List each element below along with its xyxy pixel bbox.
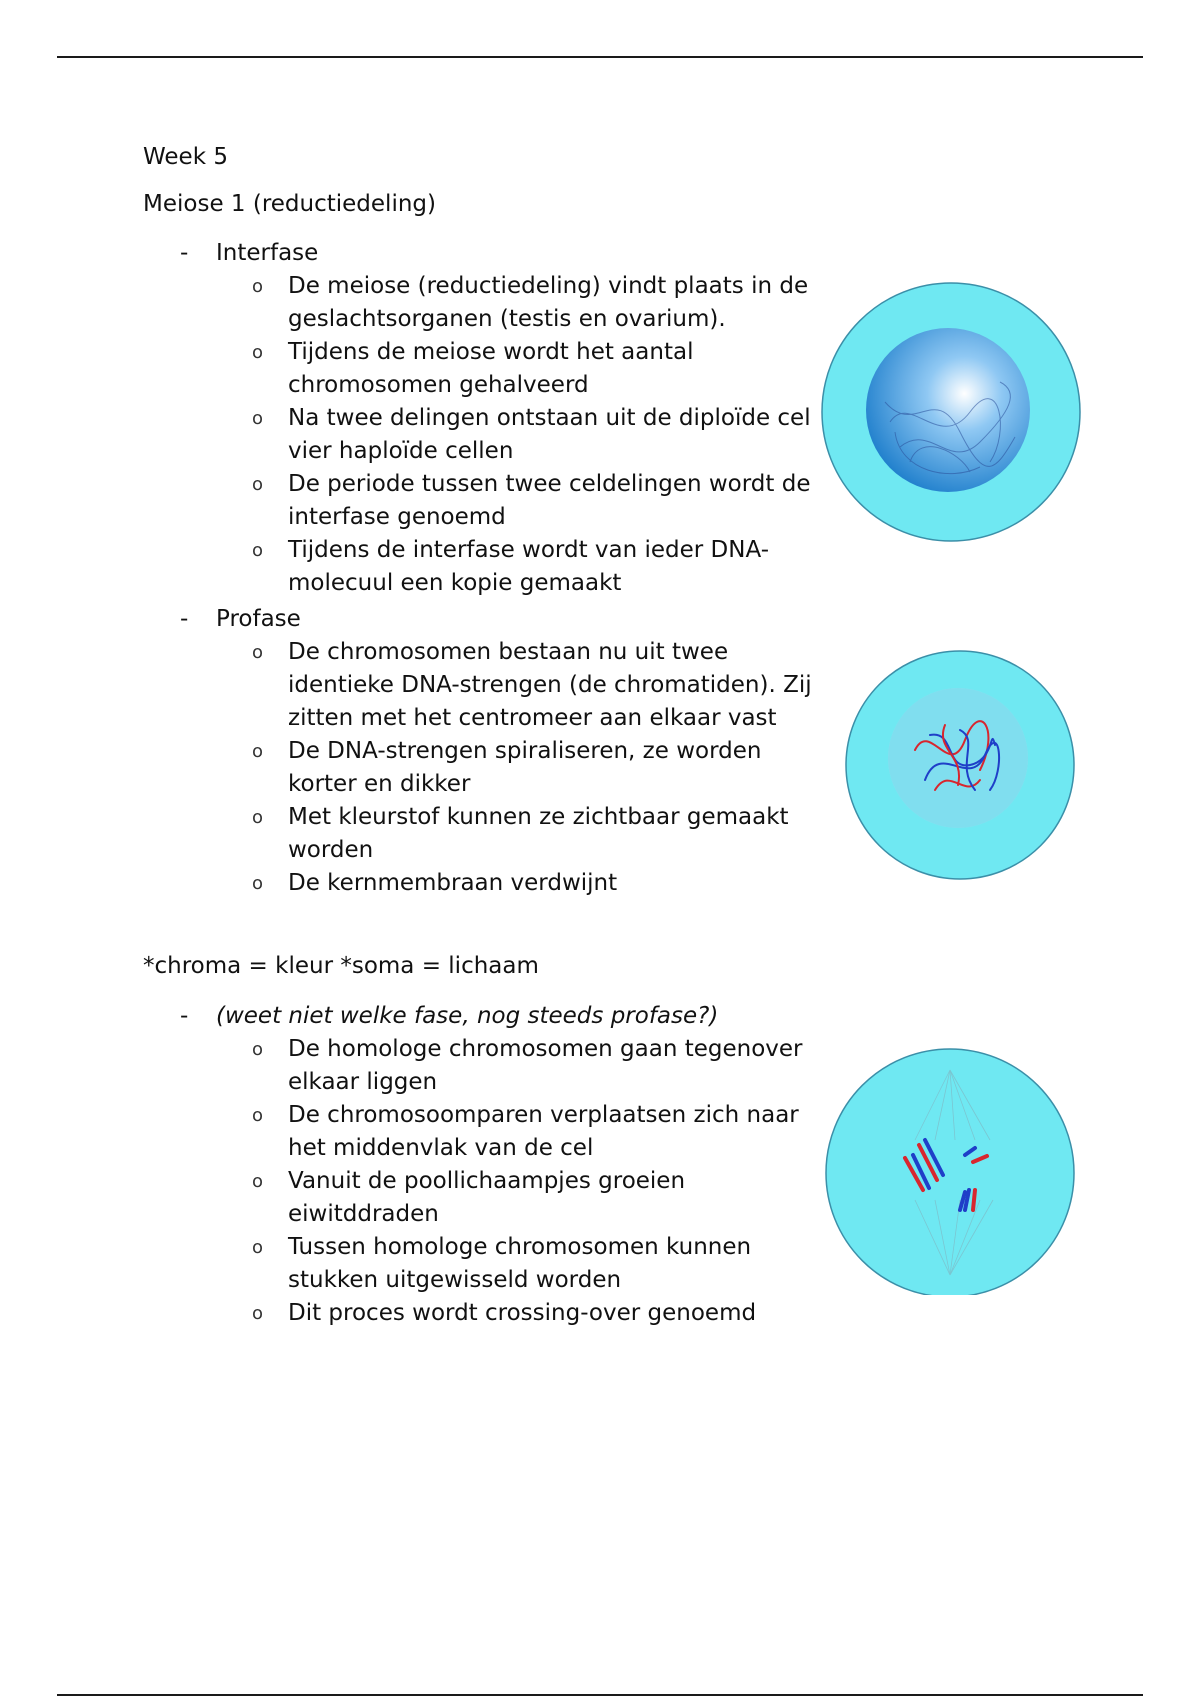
list-item: o De chromosoomparen verplaatsen zich naar het middenvlak van de cel (0, 1099, 818, 1165)
list-item: o De kernmembraan verdwijnt (0, 867, 818, 900)
list-item: o De periode tussen twee celdelingen wordt de interfase genoemd (0, 468, 818, 534)
circle-bullet: o (252, 873, 264, 894)
list-item: o Met kleurstof kunnen ze zichtbaar gemaakt worden (0, 801, 818, 867)
list-item: o Tussen homologe chromosomen kunnen stukken uitgewisseld worden (0, 1231, 818, 1297)
section-label: - (weet niet welke fase, nog steeds profase?) (0, 1000, 1200, 1033)
circle-bullet: o (252, 342, 264, 363)
list-item: o Tijdens de interfase wordt van ieder DNA-molecuul een kopie gemaakt (0, 534, 818, 600)
list-item: o De meiose (reductiedeling) vindt plaats in de geslachtsorganen (testis en ovarium). (0, 270, 818, 336)
dash-bullet: - (180, 240, 189, 266)
list-item: o Vanuit de poollichaampjes groeien eiwitddraden (0, 1165, 818, 1231)
list-item: o Dit proces wordt crossing-over genoemd (0, 1297, 818, 1330)
list-item: o Na twee delingen ontstaan uit de diploïde cel vier haploïde cellen (0, 402, 818, 468)
circle-bullet: o (252, 276, 264, 297)
circle-bullet: o (252, 540, 264, 561)
section-label: - Interfase (0, 237, 1200, 270)
circle-bullet: o (252, 642, 264, 663)
dash-bullet: - (180, 1003, 189, 1029)
list-item: o De chromosomen bestaan nu uit twee identieke DNA-strengen (de chromatiden). Zij zitten met het centromeer aan elkaar vast (0, 636, 818, 735)
prophase-cell-diagram (840, 640, 1080, 890)
list-item: o De DNA-strengen spiraliseren, ze worden korter en dikker (0, 735, 818, 801)
section-label: - Profase (0, 603, 1200, 636)
circle-bullet: o (252, 474, 264, 495)
list-item: o De homologe chromosomen gaan tegenover elkaar liggen (0, 1033, 818, 1099)
metaphase-cell-diagram (815, 1030, 1085, 1300)
footnote: *chroma = kleur *soma = lichaam (143, 953, 539, 979)
circle-bullet: o (252, 1171, 264, 1192)
page-title: Meiose 1 (reductiedeling) (143, 191, 436, 217)
week-heading: Week 5 (143, 144, 228, 170)
circle-bullet: o (252, 807, 264, 828)
circle-bullet: o (252, 741, 264, 762)
top-rule (57, 56, 1143, 58)
circle-bullet: o (252, 408, 264, 429)
circle-bullet: o (252, 1105, 264, 1126)
dash-bullet: - (180, 606, 189, 632)
circle-bullet: o (252, 1237, 264, 1258)
bottom-rule (57, 1694, 1143, 1696)
circle-bullet: o (252, 1303, 264, 1324)
list-item: o Tijdens de meiose wordt het aantal chromosomen gehalveerd (0, 336, 818, 402)
circle-bullet: o (252, 1039, 264, 1060)
interphase-cell-diagram (820, 272, 1082, 552)
